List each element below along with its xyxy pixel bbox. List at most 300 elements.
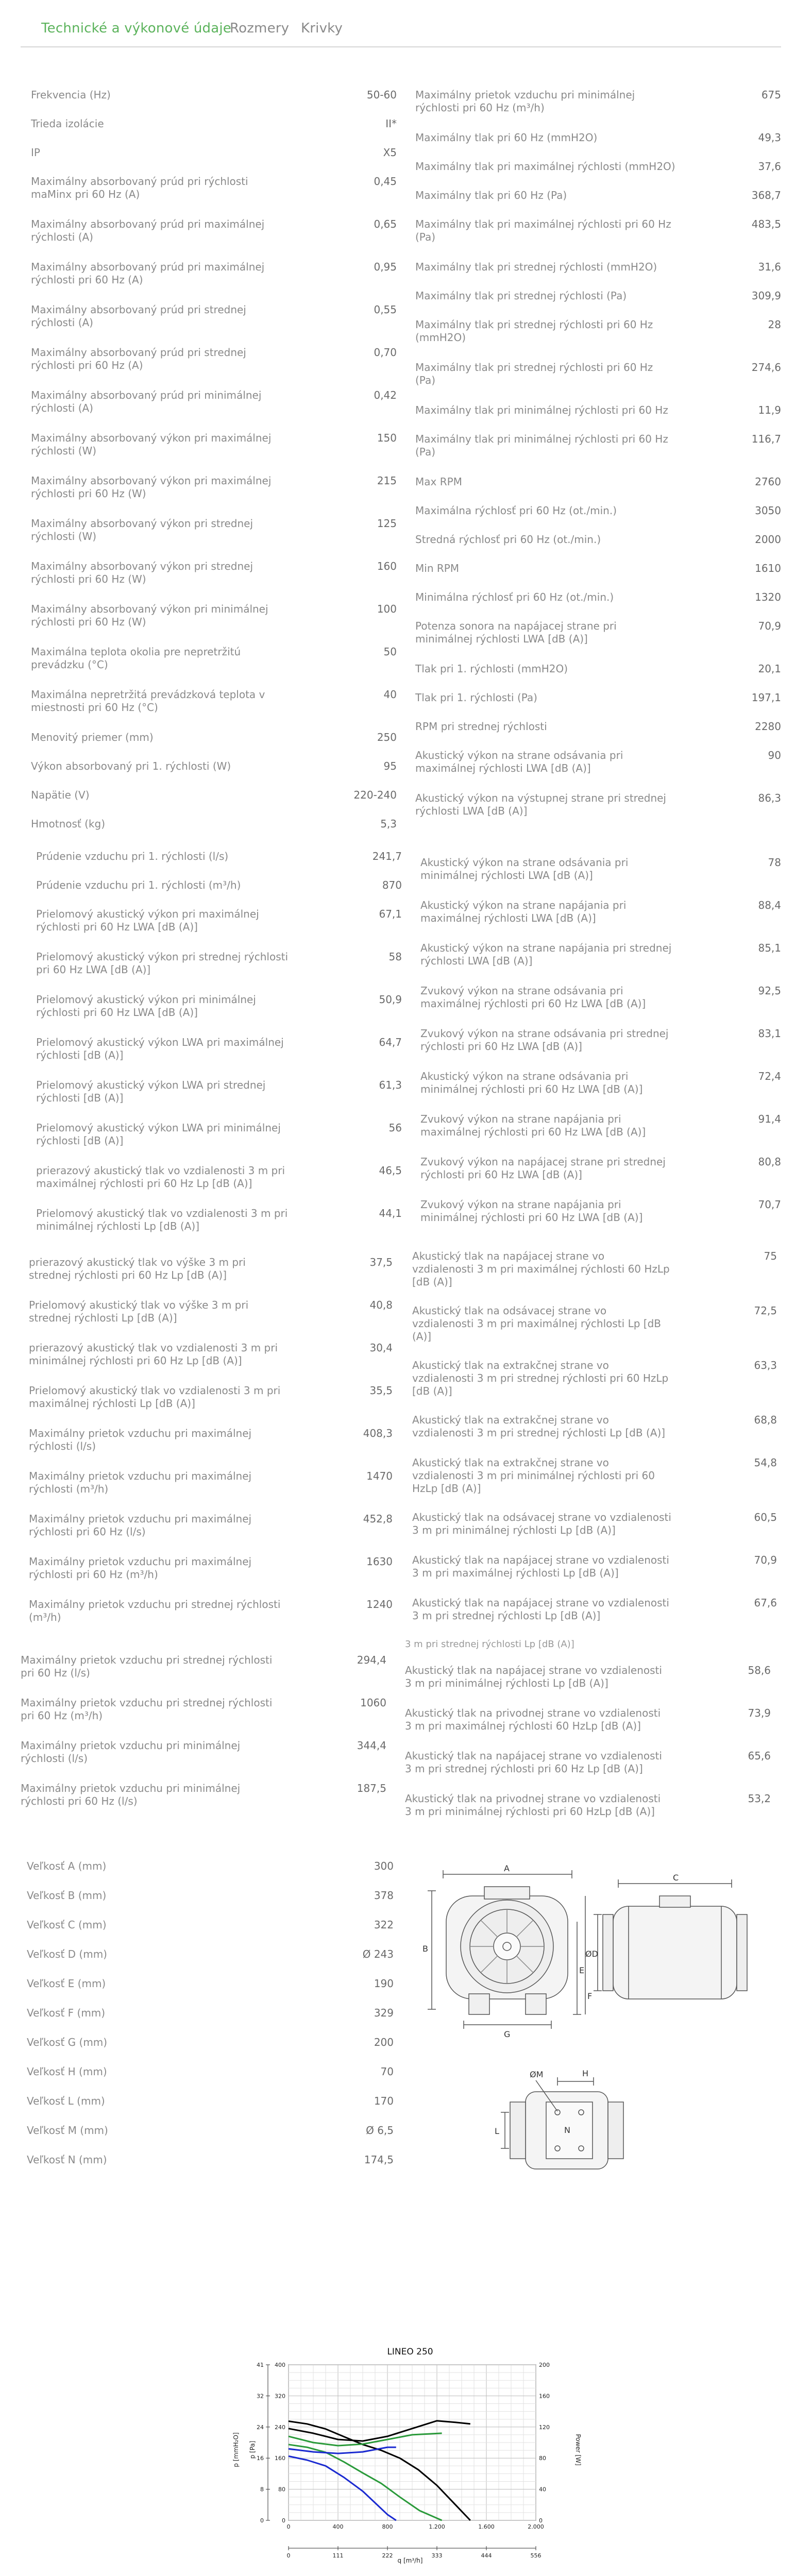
spec-row: [27, 2154, 394, 2166]
spec-label: [27, 2036, 107, 2049]
spec-label: [415, 404, 668, 417]
spec-label-line: Maximálny tlak pri 60 Hz (Pa): [415, 189, 567, 201]
spec-row: [415, 476, 781, 488]
spec-label-line: Napätie (V): [31, 789, 90, 801]
x2-tick-label: 556: [530, 2552, 542, 2559]
spec-label-line: Maximálny tlak pri minimálnej rýchlosti pri 60 Hz: [415, 433, 668, 445]
spec-row: [27, 1919, 394, 1931]
spec-row: [405, 1707, 771, 1733]
spec-label: [420, 1198, 642, 1224]
spec-label-line: Akustický výkon na strane odsávania pri: [415, 749, 623, 761]
spec-label-line: 3 m pri minimálnej rýchlosti Lp [dB (A)]: [405, 1677, 608, 1689]
spec-value: 190: [374, 1977, 394, 1990]
spec-label: [31, 303, 246, 329]
spec-label-line: Prielomový akustický výkon LWA pri strednej: [36, 1079, 266, 1091]
spec-row: [36, 879, 402, 892]
spec-label-line: Veľkosť N (mm): [27, 2154, 107, 2166]
spec-value: Ø 6,5: [366, 2124, 394, 2137]
spec-label: [412, 1414, 665, 1439]
spec-label-line: rýchlosti pri 60 Hz (m³/h): [415, 101, 545, 114]
spec-label-line: (Pa): [415, 446, 436, 458]
spec-value: 309,9: [751, 290, 781, 302]
spec-value: 73,9: [748, 1707, 771, 1719]
spec-label: [31, 261, 264, 286]
spec-value: 58: [388, 951, 402, 963]
spec-label-line: rýchlosti (l/s): [21, 1752, 88, 1765]
spec-label-line: Akustický tlak na napájacej strane vo vzdialenosti: [412, 1554, 669, 1566]
spec-label-line: strednej rýchlosti pri 60 Hz Lp [dB (A)]: [29, 1269, 227, 1281]
spec-label: [31, 346, 246, 372]
spec-label-line: Prielomový akustický tlak vo výške 3 m pri: [29, 1299, 249, 1311]
x-tick-label: 400: [332, 2523, 344, 2530]
spec-label-line: Maximálny tlak pri minimálnej rýchlosti pri 60 Hz: [415, 404, 668, 416]
spec-label-line: rýchlosti (W): [31, 445, 97, 457]
spec-label: [31, 146, 40, 159]
spec-label-line: Maximálny prietok vzduchu pri maximálnej: [29, 1470, 252, 1482]
dim-label-l: L: [495, 2126, 499, 2136]
y-tick-label-mmh2o: 16: [257, 2455, 264, 2462]
spec-label-line: rýchlosti pri 60 Hz LWA [dB (A)]: [420, 1040, 582, 1053]
spec-label-line: minimálnej rýchlosti pri 60 Hz LWA [dB (A)]: [420, 1211, 643, 1224]
pressure-curve-0: [289, 2421, 470, 2521]
spec-value: 78: [768, 856, 781, 869]
y-tick-label-power: 80: [539, 2455, 546, 2462]
spec-label: [21, 1697, 272, 1722]
spec-value: 90: [768, 749, 781, 761]
spec-label-line: Akustický výkon na strane napájania pri: [420, 899, 627, 911]
spec-label-line: Akustický tlak na napájacej strane vo vzdialenosti: [412, 1597, 669, 1609]
spec-label-line: Veľkosť L (mm): [27, 2095, 105, 2107]
tab-curves[interactable]: Krivky: [301, 21, 343, 36]
spec-row: [415, 131, 781, 144]
spec-label-line: prevádzku (°C): [31, 658, 108, 671]
spec-row: [31, 303, 397, 329]
spec-label-line: Zvukový výkon na strane napájania pri: [420, 1113, 621, 1125]
spec-value: 70: [380, 2065, 394, 2078]
spec-row: [29, 1342, 393, 1367]
spec-row: [31, 389, 397, 415]
spec-value: 187,5: [357, 1782, 386, 1794]
spec-value: 53,2: [748, 1792, 771, 1805]
x-tick-label: 2.000: [528, 2523, 544, 2530]
spec-label-line: rýchlosti pri 60 Hz LWA [dB (A)]: [420, 1168, 582, 1181]
spec-label-line: Akustický tlak na privodnej strane vo vzdialenosti: [405, 1707, 661, 1719]
y-tick-label-power: 160: [539, 2393, 550, 2400]
spec-row: [412, 1304, 777, 1343]
spec-row: [29, 1555, 393, 1581]
spec-label-line: 3 m pri strednej rýchlosti Lp [dB (A)]: [412, 1609, 601, 1622]
spec-value: 215: [377, 474, 397, 487]
spec-row: [27, 2065, 394, 2078]
spec-row: [415, 160, 781, 173]
y-tick-label-mmh2o: 0: [260, 2517, 264, 2524]
spec-label-line: rýchlosti pri 60 Hz LWA [dB (A)]: [36, 1006, 198, 1019]
spec-label: [27, 2095, 105, 2108]
spec-label-line: Veľkosť C (mm): [27, 1919, 107, 1931]
spec-row: [31, 261, 397, 286]
spec-value: 61,3: [379, 1079, 402, 1091]
spec-row: [29, 1513, 393, 1538]
spec-value: II*: [385, 117, 397, 130]
tab-dimensions[interactable]: Rozmery: [230, 21, 290, 36]
spec-value: 30,4: [369, 1342, 393, 1354]
dim-label-b: B: [422, 1944, 428, 1954]
spec-label: [21, 1782, 240, 1808]
spec-label: [36, 1036, 284, 1062]
spec-label: [31, 731, 154, 744]
spec-label-line: Maximálny absorbovaný prúd pri minimálnej: [31, 389, 262, 401]
spec-label-line: rýchlosti pri 60 Hz (l/s): [29, 1526, 146, 1538]
spec-label: [29, 1384, 280, 1410]
y-tick-label-pa: 0: [282, 2517, 285, 2524]
spec-row: [27, 1948, 394, 1961]
spec-value: 170: [374, 2095, 394, 2107]
y-tick-label-mmh2o: 24: [257, 2424, 264, 2431]
spec-label: [415, 533, 601, 546]
spec-label-line: rýchlosti pri 60 Hz (W): [31, 616, 146, 628]
spec-label-line: Minimálna rýchlosť pri 60 Hz (ot./min.): [415, 591, 614, 603]
spec-label-line: Akustický výkon na strane odsávania pri: [420, 856, 629, 869]
spec-row: [31, 731, 397, 744]
spec-label: [29, 1427, 251, 1453]
spec-row: [31, 474, 397, 500]
spec-label-line: Veľkosť A (mm): [27, 1860, 107, 1872]
spec-label-line: IP: [31, 146, 40, 159]
spec-label-line: Veľkosť H (mm): [27, 2065, 107, 2078]
spec-row: [31, 146, 397, 159]
spec-label: [29, 1470, 251, 1496]
spec-label-line: Maximálny absorbovaný výkon pri strednej: [31, 560, 253, 572]
spec-label: [36, 850, 228, 863]
spec-label-line: Menovitý priemer (mm): [31, 731, 154, 743]
spec-value: 368,7: [751, 189, 781, 201]
spec-label: [31, 89, 111, 101]
spec-row: [29, 1299, 393, 1325]
spec-label-line: Maximálny absorbovaný výkon pri maximálnej: [31, 474, 272, 487]
spec-value: 50-60: [366, 89, 397, 101]
spec-row: [415, 533, 781, 546]
spec-value: 0,95: [374, 261, 397, 273]
spec-row: [415, 404, 781, 417]
dim-label-c: C: [673, 1873, 679, 1883]
spec-label-line: maximálnej rýchlosti Lp [dB (A)]: [29, 1397, 195, 1410]
spec-row: [420, 942, 781, 968]
spec-label-line: rýchlosti pri 60 Hz (l/s): [21, 1795, 138, 1807]
spec-label: [415, 361, 653, 387]
spec-value: 150: [377, 432, 397, 444]
spec-row: [29, 1256, 393, 1282]
spec-label-line: HzLp [dB (A)]: [412, 1482, 481, 1495]
spec-label: [27, 2154, 107, 2166]
spec-label-line: Maximálny prietok vzduchu pri minimálnej: [415, 89, 635, 101]
spec-value: 46,5: [379, 1164, 402, 1177]
dim-label-g: G: [504, 2029, 511, 2039]
spec-label-line: rýchlosti pri 60 Hz (A): [31, 359, 143, 371]
spec-value: 870: [382, 879, 402, 891]
spec-label-line: Tlak pri 1. rýchlosti (mmH2O): [415, 663, 568, 675]
spec-row: [29, 1470, 393, 1496]
spec-value: 250: [377, 731, 397, 743]
spec-label-line: Hmotnosť (kg): [31, 818, 106, 830]
spec-label: [415, 131, 597, 144]
spec-label: [420, 856, 628, 882]
spec-row: [31, 818, 397, 831]
spec-value: X5: [383, 146, 397, 159]
spec-label-line: Tlak pri 1. rýchlosti (Pa): [415, 691, 537, 704]
spec-label-line: pri 60 Hz LWA [dB (A)]: [36, 963, 151, 976]
spec-label-line: (A)]: [412, 1330, 432, 1343]
spec-value: 70,9: [758, 620, 781, 632]
spec-row: [31, 517, 397, 543]
spec-label: [31, 474, 271, 500]
spec-value: 197,1: [751, 691, 781, 704]
spec-value: 300: [374, 1860, 394, 1872]
spec-value: 378: [374, 1889, 394, 1902]
spec-row: [36, 908, 402, 934]
spec-value: 160: [377, 560, 397, 572]
spec-label-line: Akustický výkon na strane napájania pri strednej: [420, 942, 672, 954]
spec-value: 0,65: [374, 218, 397, 230]
spec-label: [415, 504, 617, 517]
x2-tick-label: 444: [481, 2552, 492, 2559]
y-tick-label-pa: 240: [275, 2424, 285, 2431]
spec-label-line: [dB (A)]: [412, 1385, 452, 1397]
spec-label-line: Maximálny tlak pri strednej rýchlosti pri 60 Hz: [415, 318, 653, 331]
spec-label-line: rýchlosti (m³/h): [29, 1483, 109, 1495]
spec-value: 1630: [366, 1555, 393, 1568]
spec-value: 11,9: [758, 404, 781, 416]
spec-value: 675: [761, 89, 781, 101]
spec-value: 67,6: [754, 1597, 777, 1609]
spec-label: [412, 1456, 655, 1495]
y-tick-label-mmh2o: 32: [257, 2393, 264, 2400]
dim-label-a: A: [504, 1863, 510, 1873]
spec-label: [21, 1739, 240, 1765]
spec-row: [27, 1860, 394, 1873]
spec-label-line: rýchlosti pri 60 Hz (m³/h): [29, 1568, 158, 1581]
spec-row: [412, 1359, 777, 1398]
spec-label: [31, 175, 248, 201]
spec-label: [27, 1948, 107, 1961]
spec-label-line: Stredná rýchlosť pri 60 Hz (ot./min.): [415, 533, 601, 546]
spec-label-line: Prúdenie vzduchu pri 1. rýchlosti (m³/h): [36, 879, 241, 891]
y-tick-label-power: 120: [539, 2424, 550, 2431]
spec-row: [415, 189, 781, 202]
spec-label: [415, 476, 462, 488]
dim-label-n: N: [564, 2125, 570, 2135]
spec-row: [415, 218, 781, 244]
spec-label: [405, 1750, 662, 1775]
y-tick-label-mmh2o: 41: [257, 2362, 264, 2368]
spec-label-line: Trieda izolácie: [31, 117, 104, 130]
spec-label: [29, 1342, 278, 1367]
performance-chart: [227, 2344, 582, 2576]
spec-label: [27, 1860, 106, 1873]
spec-value: 2280: [755, 720, 781, 733]
spec-label-line: rýchlosti (l/s): [29, 1440, 96, 1452]
spec-value: 20,1: [758, 663, 781, 675]
spec-row: [415, 620, 781, 646]
spec-value: 3050: [755, 504, 781, 517]
spec-value: 49,3: [758, 131, 781, 144]
spec-label-line: prierazový akustický tlak vo výške 3 m pri: [29, 1256, 246, 1268]
spec-value: 56: [388, 1122, 402, 1134]
spec-label-line: rýchlosti LWA [dB (A)]: [420, 955, 533, 967]
spec-label-line: maximálnej rýchlosti pri 60 Hz LWA [dB (A)]: [420, 997, 646, 1010]
spec-value: 2760: [755, 476, 781, 488]
spec-value: 452,8: [363, 1513, 393, 1525]
spec-label: [415, 691, 537, 704]
spec-label: [36, 879, 241, 892]
spec-label-line: rýchlosti [dB (A)]: [36, 1049, 124, 1061]
spec-label-line: (m³/h): [29, 1611, 61, 1623]
spec-row: [415, 663, 781, 675]
y-axis-label-pa: p [Pa]: [249, 2441, 256, 2459]
spec-label: [36, 908, 259, 934]
spec-label-line: Max RPM: [415, 476, 462, 488]
y-axis-label-power: Power [W]: [574, 2434, 582, 2466]
spec-label: [27, 2065, 107, 2078]
spec-value: 58,6: [748, 1664, 771, 1676]
spec-label-line: Maximálny prietok vzduchu pri strednej rýchlosti: [29, 1598, 281, 1611]
spec-value: 2000: [755, 533, 781, 546]
spec-row: [31, 346, 397, 372]
spec-label: [415, 290, 627, 302]
spec-label-line: Veľkosť G (mm): [27, 2036, 108, 2048]
spec-row: [27, 1889, 394, 1902]
dim-label-e: E: [579, 1965, 585, 1975]
spec-row: [405, 1664, 771, 1690]
spec-label-line: rýchlosti [dB (A)]: [36, 1134, 124, 1147]
y-tick-label-pa: 80: [278, 2486, 285, 2493]
spec-value: 40: [383, 688, 397, 701]
spec-label: [415, 792, 666, 818]
spec-label-line: rýchlosti pri 60 Hz (A): [31, 274, 143, 286]
tab-bar: [21, 12, 781, 47]
spec-value: 200: [374, 2036, 394, 2048]
spec-label: [36, 1207, 287, 1233]
spec-value: 72,4: [758, 1070, 781, 1082]
spec-row: [36, 1036, 402, 1062]
spec-label-line: maximálnej rýchlosti LWA [dB (A)]: [415, 762, 591, 774]
spec-row: [415, 749, 781, 775]
pressure-curve-1: [289, 2445, 442, 2520]
x2-tick-label: 0: [286, 2552, 291, 2559]
spec-label-line: maximálnej rýchlosti pri 60 Hz Lp [dB (A)]: [36, 1177, 252, 1190]
dim-label-m: ØM: [530, 2070, 544, 2079]
spec-label-line: Maximálny absorbovaný výkon pri minimálnej: [31, 603, 268, 615]
spec-value: 44,1: [379, 1207, 402, 1219]
spec-value: 344,4: [357, 1739, 386, 1752]
spec-label-line: Maximálny tlak pri maximálnej rýchlosti pri 60 Hz: [415, 218, 671, 230]
spec-label-line: [dB (A)]: [412, 1276, 452, 1288]
power-curve-3: [289, 2421, 470, 2441]
spec-label: [420, 1113, 646, 1139]
spec-label: [31, 789, 90, 802]
spec-label-line: vzdialenosti 3 m pri strednej rýchlosti Lp [dB (A)]: [412, 1427, 666, 1439]
spec-label-line: Maximálny absorbovaný výkon pri maximálnej: [31, 432, 272, 444]
spec-row: [420, 985, 781, 1010]
spec-value: 86,3: [758, 792, 781, 804]
spec-label-line: strednej rýchlosti Lp [dB (A)]: [29, 1312, 177, 1324]
spec-row: [21, 1654, 386, 1680]
spec-label: [420, 985, 646, 1010]
spec-value: 116,7: [751, 433, 781, 445]
spec-label-line: (Pa): [415, 231, 436, 243]
spec-label-line: Frekvencia (Hz): [31, 89, 111, 101]
spec-label-line: Prielomový akustický výkon pri strednej rýchlosti: [36, 951, 289, 963]
spec-value: 35,5: [369, 1384, 393, 1397]
spec-label-line: rýchlosti pri 60 Hz (W): [31, 487, 146, 500]
spec-label: [29, 1555, 251, 1581]
spec-label: [31, 760, 231, 773]
spec-label: [29, 1299, 248, 1325]
spec-label-line: Maximálny absorbovaný prúd pri strednej: [31, 346, 246, 359]
y-tick-label-pa: 400: [275, 2362, 285, 2368]
spec-label: [27, 2124, 108, 2137]
spec-label: [415, 89, 635, 114]
x2-tick-label: 333: [431, 2552, 443, 2559]
spec-label-line: minimálnej rýchlosti LWA [dB (A)]: [415, 633, 588, 645]
spec-label-line: Prielomový akustický tlak vo vzdialenosti 3 m pri: [29, 1384, 281, 1397]
spec-label-line: Maximálna rýchlosť pri 60 Hz (ot./min.): [415, 504, 617, 517]
tab-technical-data[interactable]: Technické a výkonové údaje: [41, 21, 231, 36]
spec-value: 1240: [366, 1598, 393, 1611]
spec-label-line: Maximálna teplota okolia pre nepretržitú: [31, 646, 241, 658]
spec-value: 483,5: [751, 218, 781, 230]
spec-label-line: Prúdenie vzduchu pri 1. rýchlosti (l/s): [36, 850, 229, 862]
spec-label: [412, 1597, 669, 1622]
spec-label: [36, 1164, 285, 1190]
spec-row: [415, 792, 781, 818]
spec-label: [31, 603, 268, 629]
spec-label-line: Maximálny prietok vzduchu pri maximálnej: [29, 1513, 252, 1525]
spec-label: [31, 818, 105, 831]
spec-label: [36, 951, 288, 976]
spec-label: [415, 318, 653, 344]
spec-value: 91,4: [758, 1113, 781, 1125]
spec-value: 60,5: [754, 1511, 777, 1523]
spec-label-line: rýchlosti (A): [31, 316, 93, 329]
spec-row: [31, 646, 397, 671]
spec-label: [29, 1256, 246, 1282]
spec-row: [27, 2007, 394, 2020]
spec-row: [420, 1198, 781, 1224]
spec-label-line: Akustický tlak na napájacej strane vo vzdialenosti: [405, 1664, 662, 1676]
spec-label-line: Maximálny absorbovaný výkon pri strednej: [31, 517, 253, 530]
spec-label: [405, 1707, 661, 1733]
spec-label: [31, 560, 253, 586]
spec-label-line: 3 m pri minimálnej rýchlosti Lp [dB (A)]: [412, 1524, 616, 1536]
spec-label: [415, 433, 668, 459]
spec-row: [412, 1250, 777, 1289]
spec-value: 274,6: [751, 361, 781, 374]
spec-label: [27, 1889, 106, 1902]
spec-label-line: Akustický výkon na výstupnej strane pri strednej: [415, 792, 666, 804]
spec-label-line: minimálnej rýchlosti LWA [dB (A)]: [420, 869, 593, 882]
spec-row: [31, 175, 397, 201]
spec-label-line: Akustický tlak na odsávacej strane vo vzdialenosti: [412, 1511, 671, 1523]
spec-row: [36, 1207, 402, 1233]
spec-value: 50: [383, 646, 397, 658]
spec-label: [415, 663, 568, 675]
spec-value: 40,8: [369, 1299, 393, 1311]
spec-label: [29, 1513, 251, 1538]
spec-label: [31, 218, 264, 244]
spec-label-line: Maximálny absorbovaný prúd pri maximálnej: [31, 261, 265, 273]
spec-label-line: Akustický tlak na privodnej strane vo vzdialenosti: [405, 1792, 661, 1805]
spec-row: [412, 1414, 777, 1439]
